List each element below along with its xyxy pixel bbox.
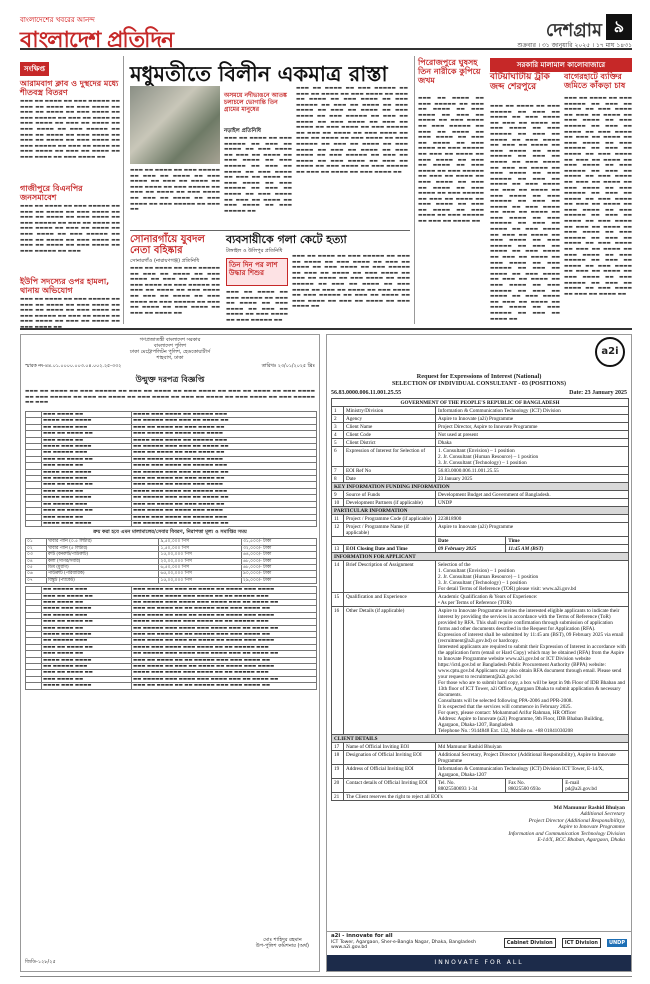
eoi-cell: 56.83.0000.006.11.001.25.55 <box>436 467 629 475</box>
eoi-cell: Project / Programme Name (if applicable) <box>344 523 436 537</box>
eoi-cell: 3 <box>332 423 344 431</box>
tender-terms-table <box>25 411 317 527</box>
eoi-cell <box>332 537 436 545</box>
lead-byline: নড়াইল প্রতিনিধি <box>224 128 261 134</box>
brief-title: আরামবাগ ক্লাব ও দুস্থদের মধ্যে শীতবস্ত্র বিতরণ <box>20 79 119 97</box>
eoi-cell: 13 <box>332 545 344 553</box>
eoi-tel <box>436 779 506 793</box>
eoi-band-row <box>332 735 629 743</box>
eoi-fax-value: 88025500 693o <box>508 785 541 792</box>
tender-term-row: ▬▬▬ ▬▬ ▬▬▬▬ ▬▬ ▬▬▬ ▬▬▬▬ ▬▬ ▬▬▬▬ ▬▬▬ ▬▬▬▬ <box>26 456 317 462</box>
eoi-cell: Not used at present <box>436 431 629 439</box>
eoi-email-value: pd@a2i.gov.bd <box>565 785 597 792</box>
eoi-cell: 18 <box>332 751 344 765</box>
eoi-ref: 56.83.0000.006.11.001.25.55 <box>331 390 402 396</box>
tender-term-row: ▬▬▬▬ ▬▬▬ ▬▬▬▬ ▬▬ ▬▬▬▬▬ ▬▬▬ ▬▬▬ ▬▬ ▬▬▬▬ ▬▬ <box>26 520 317 526</box>
a2i-logo: a2i <box>595 337 625 367</box>
tender-item-item: রুটি (বনরুটি/পাউরুটি) <box>46 552 159 558</box>
eoi-cell: 17 <box>332 743 344 751</box>
tender-items-table <box>25 538 317 584</box>
eoi-footer <box>327 931 631 953</box>
eoi-cell: 11:45 AM (BST) <box>506 545 629 553</box>
right-story1-body: ▬▬▬ ▬▬ ▬▬▬▬ ▬▬ ▬▬▬ ▬▬▬▬▬ ▬▬ ▬▬▬ ▬▬ ▬▬▬▬ ▬▬ ▬▬▬ ▬▬▬▬ ▬▬ ▬▬▬ ▬▬ ▬▬▬▬ ▬▬ ▬▬▬ ▬▬▬▬ ▬▬ ▬▬▬ ▬▬▬▬▬ ▬▬ ▬▬▬ ▬▬ ▬▬▬▬ ▬▬ ▬▬▬ ▬▬▬▬ ▬▬ ▬▬▬ ▬▬ ▬▬▬▬ ▬▬ ▬▬▬ ▬▬▬▬ ▬▬ ▬▬▬ ▬▬▬▬▬ ▬▬ ▬▬▬ ▬▬ ▬▬▬▬ ▬▬ ▬▬▬ ▬▬▬▬ ▬▬ ▬▬▬ ▬▬ ▬▬▬▬ ▬▬ ▬▬▬ ▬▬▬▬ ▬▬ ▬▬▬ ▬▬▬▬▬ ▬▬ ▬▬▬ ▬▬ ▬▬▬▬ ▬▬ ▬▬▬ ▬▬▬▬ ▬▬ ▬▬▬ ▬▬ ▬▬▬▬ ▬▬ ▬▬▬ ▬▬▬▬ ▬▬ ▬▬▬ ▬▬▬▬▬ ▬▬ ▬▬▬ ▬▬ ▬▬▬▬ ▬▬ ▬▬▬ ▬▬▬▬ ▬▬ ▬▬▬ ▬▬ ▬▬▬▬ ▬▬ ▬▬▬ ▬▬▬▬ ▬▬ ▬▬▬ ▬▬▬▬▬ ▬▬ ▬▬▬ ▬▬ ▬▬▬▬ ▬▬ <box>418 96 484 225</box>
tender-term-row: ▬▬▬ ▬▬ ▬▬▬▬ ▬▬ ▬▬▬▬ ▬▬▬ ▬▬▬▬ ▬▬▬ ▬▬▬▬ ▬▬ ▬▬ ▬▬▬▬▬ ▬▬▬ <box>26 619 317 625</box>
eoi-date: Date: 23 January 2025 <box>569 390 627 396</box>
eoi-cell: Client District <box>344 439 436 447</box>
eoi-row <box>332 523 629 537</box>
tender-term-row: ▬▬▬ ▬▬ ▬▬▬▬ ▬▬ ▬▬▬▬ ▬▬▬ ▬▬▬▬ ▬▬▬ ▬▬▬▬ ▬▬ ▬▬ ▬▬▬▬▬ ▬▬▬ <box>26 644 317 650</box>
eoi-advertisement <box>326 334 632 972</box>
eoi-band-row <box>332 553 629 561</box>
eoi-cell: 12 <box>332 523 344 537</box>
tender-term-row: ▬▬▬ ▬▬▬▬ ▬▬ ▬▬ ▬▬▬▬▬ ▬▬▬ ▬▬▬▬ ▬▬▬ ▬▬▬▬ ▬▬▬ ▬▬ ▬▬▬▬ ▬▬ <box>26 625 317 631</box>
eoi-row <box>332 431 629 439</box>
briefs-column <box>20 56 120 324</box>
eoi-cell: 2 <box>332 415 344 423</box>
eoi-cell: Time <box>506 537 629 545</box>
tender-item-item: কলা (সাগর/সবরি) <box>46 558 159 564</box>
column-divider <box>123 56 124 324</box>
eoi-sig-line: E-14/X, BCC Bhaban, Agargaon, Dhaka <box>537 837 625 844</box>
tender-item-sec: ৯০,০০০/- টাকা <box>242 571 317 577</box>
eoi-tel-value: 88025500693 1-34 <box>438 785 478 792</box>
tender-intro: ▬▬▬ ▬▬ ▬▬▬▬ ▬▬ ▬▬▬ ▬▬▬▬▬ ▬▬ ▬▬▬ ▬▬ ▬▬▬▬ ▬▬ ▬▬▬ ▬▬▬▬ ▬▬ ▬▬▬ ▬▬ ▬▬▬▬ ▬▬ ▬▬▬ ▬▬▬▬ ▬▬ ▬▬▬ ▬▬▬▬▬ ▬▬ ▬▬▬ ▬▬ ▬▬▬▬ ▬▬ ▬▬▬ ▬▬▬▬ ▬▬ ▬▬▬ ▬▬ ▬▬▬▬ ▬▬ ▬▬▬ ▬▬▬▬ ▬▬ ▬▬▬ ▬▬▬▬▬ ▬▬ ▬▬▬ <box>25 389 315 406</box>
eoi-cell: 09 February 2025 <box>436 545 506 553</box>
tender-term-row: ▬▬▬▬ ▬▬▬ ▬▬▬▬ ▬▬ ▬▬▬▬▬ ▬▬▬ ▬▬▬ ▬▬ ▬▬▬▬ ▬▬ <box>26 418 317 424</box>
right-story1-headline: পিরোজপুরে ঘুষসহ তিন নারীকে কুপিয়ে জখম <box>418 58 481 85</box>
tender-term-row: ▬▬ ▬▬▬▬▬ ▬▬▬ ▬▬▬ ▬▬ ▬▬▬▬ ▬▬ ▬▬▬ ▬▬▬▬ ▬▬ <box>26 424 317 430</box>
tender-term-row: ▬▬▬ ▬▬▬▬ ▬▬ ▬▬ ▬▬▬▬▬ ▬▬▬ ▬▬▬▬ ▬▬▬ ▬▬▬▬ ▬▬▬ ▬▬ ▬▬▬▬ ▬▬ <box>26 651 317 657</box>
right-story3-body: ▬▬▬ ▬▬ ▬▬▬▬ ▬▬ ▬▬▬ ▬▬▬▬▬ ▬▬ ▬▬▬ ▬▬ ▬▬▬▬ ▬▬ ▬▬▬ ▬▬▬▬ ▬▬ ▬▬▬ ▬▬ ▬▬▬▬ ▬▬ ▬▬▬ ▬▬▬▬ ▬▬ ▬▬▬ ▬▬▬▬▬ ▬▬ ▬▬▬ ▬▬ ▬▬▬▬ ▬▬ ▬▬▬ ▬▬▬▬ ▬▬ ▬▬▬ ▬▬ ▬▬▬▬ ▬▬ ▬▬▬ ▬▬▬▬ ▬▬ ▬▬▬ ▬▬▬▬▬ ▬▬ ▬▬▬ ▬▬ ▬▬▬▬ ▬▬ ▬▬▬ ▬▬▬▬ ▬▬ ▬▬▬ ▬▬ ▬▬▬▬ ▬▬ ▬▬▬ ▬▬▬▬ ▬▬ ▬▬▬ ▬▬▬▬▬ ▬▬ ▬▬▬ ▬▬ ▬▬▬▬ ▬▬ ▬▬▬ ▬▬▬▬ ▬▬ ▬▬▬ ▬▬ ▬▬▬▬ ▬▬ ▬▬▬ ▬▬▬▬ ▬▬ ▬▬▬ ▬▬▬▬▬ ▬▬ ▬▬▬ ▬▬ ▬▬▬▬ ▬▬ ▬▬▬ ▬▬▬▬ ▬▬ ▬▬▬ ▬▬ ▬▬▬▬ ▬▬ ▬▬▬ ▬▬▬▬ ▬▬ ▬▬▬ ▬▬▬▬▬ ▬▬ ▬▬▬ ▬▬ ▬▬▬▬ ▬▬ ▬▬▬ ▬▬▬▬ ▬▬ ▬▬▬ ▬▬ ▬▬▬▬ ▬▬ ▬▬▬ ▬▬▬▬ ▬▬ ▬▬▬ ▬▬▬▬▬ ▬▬ ▬▬▬ ▬▬ ▬▬▬▬ ▬▬ ▬▬▬ ▬▬▬▬ ▬▬ ▬▬▬ ▬▬ ▬▬▬▬ ▬▬ ▬▬▬ ▬▬▬▬ ▬▬ ▬▬▬ ▬▬▬▬▬ ▬▬ ▬▬▬ ▬▬ ▬▬▬▬ ▬▬ ▬▬▬ ▬▬▬▬ ▬▬ ▬▬▬ ▬▬ ▬▬▬▬ ▬▬ ▬▬▬ ▬▬▬▬ ▬▬ ▬▬▬ ▬▬▬▬▬ ▬▬ ▬▬▬ ▬▬ ▬▬▬▬ ▬▬ ▬▬▬ ▬▬▬▬ ▬▬ ▬▬▬ ▬▬ ▬▬▬▬ ▬▬ <box>564 96 632 297</box>
eoi-row <box>332 751 629 765</box>
eoi-cell: EOI Ref No <box>344 467 436 475</box>
eoi-cell: The Client reserves the right to reject all EOI's <box>344 793 629 801</box>
tender-term-row: ▬▬▬▬ ▬▬▬ ▬▬▬▬ ▬▬▬ ▬▬ ▬▬▬▬ ▬▬ ▬▬ ▬▬▬▬▬ ▬▬▬ ▬▬▬ ▬▬▬▬ ▬▬ <box>26 683 317 689</box>
third-pink-box <box>226 258 288 286</box>
eoi-cell: Contact details of Official Inviting EOI <box>344 779 436 793</box>
eoi-cell: 14 <box>332 561 344 593</box>
eoi-cell: Date <box>436 537 506 545</box>
brief-title: ইউপি সদস্যের ওপর হামলা, থানায় অভিযোগ <box>20 277 110 295</box>
pink-box-text: তিন দিন পর লাশ উদ্ধার শিশুর <box>229 261 278 277</box>
lead-body: ▬▬▬ ▬▬ ▬▬▬▬ ▬▬ ▬▬▬ ▬▬▬▬▬ ▬▬ ▬▬▬ ▬▬ ▬▬▬▬ ▬▬ ▬▬▬ ▬▬▬▬ ▬▬ ▬▬▬ ▬▬ ▬▬▬▬ ▬▬ ▬▬▬ ▬▬▬▬ ▬▬ ▬▬▬ ▬▬▬▬▬ ▬▬ ▬▬▬ ▬▬ ▬▬▬▬ ▬▬ ▬▬▬ ▬▬▬▬ ▬▬ ▬▬▬ ▬▬ ▬▬▬▬ ▬▬ ▬▬▬ ▬▬▬▬ ▬▬ ▬▬▬ ▬▬▬▬▬ ▬▬ ▬▬▬ ▬▬ ▬▬▬▬ ▬▬ ▬▬▬ ▬▬▬▬ ▬▬ ▬▬▬ ▬▬ ▬▬▬▬ ▬▬ ▬▬▬ ▬▬▬▬ ▬▬ ▬▬▬ ▬▬▬▬▬ ▬▬ <box>224 136 292 214</box>
tender-terms-table-2 <box>25 586 317 690</box>
eoi-row <box>332 765 629 779</box>
eoi-cell: 21 <box>332 793 344 801</box>
eoi-cell: Project Director, Aspire to Innovate Programme <box>436 423 629 431</box>
tender-term-row: ▬▬▬▬ ▬▬▬ ▬▬▬▬ ▬▬ ▬▬▬▬▬ ▬▬▬ ▬▬▬ ▬▬ ▬▬▬▬ ▬▬ <box>26 444 317 450</box>
eoi-cell: Address of Official Inviting EOI <box>344 765 436 779</box>
tender-term-row: ▬▬▬ ▬▬ ▬▬▬▬ ▬▬ ▬▬▬▬ ▬▬▬ ▬▬▬▬ ▬▬▬ ▬▬▬▬ ▬▬ ▬▬ ▬▬▬▬▬ ▬▬▬ <box>26 593 317 599</box>
eoi-row <box>332 467 629 475</box>
eoi-cell: 11 <box>332 515 344 523</box>
tender-footer-code: জিডি-১২৮/২৫ <box>25 959 56 965</box>
tender-item-sl: ০৩ <box>26 552 47 558</box>
tender-item-sec: ৩১,৫০০/- টাকা <box>242 539 317 545</box>
lead-body: ▬▬▬ ▬▬ ▬▬▬▬ ▬▬ ▬▬▬ ▬▬▬▬▬ ▬▬ ▬▬▬ ▬▬ ▬▬▬▬ ▬▬ ▬▬▬ ▬▬▬▬ ▬▬ ▬▬▬ ▬▬ ▬▬▬▬ ▬▬ ▬▬▬ ▬▬▬▬ ▬▬ ▬▬▬ ▬▬▬▬▬ ▬▬ ▬▬▬ ▬▬ ▬▬▬▬ ▬▬ ▬▬▬ ▬▬▬▬ ▬▬ ▬▬▬ ▬▬ ▬▬▬▬ ▬▬ ▬▬▬ ▬▬▬▬ ▬▬ ▬▬▬ ▬▬▬▬▬ ▬▬ ▬▬▬ ▬▬ <box>130 168 220 213</box>
eoi-email <box>563 779 629 793</box>
lead-headline: মধুমতীতে বিলীন একমাত্র রাস্তা <box>130 61 388 86</box>
page-number: ৯ <box>606 14 632 40</box>
tender-term-row: ▬▬▬▬ ▬▬▬ ▬▬▬▬ ▬▬ ▬▬▬▬▬ ▬▬▬ ▬▬▬ ▬▬ ▬▬▬▬ ▬▬ <box>26 469 317 475</box>
eoi-cell: Date <box>344 475 436 483</box>
eoi-row <box>332 407 629 415</box>
eoi-row <box>332 491 629 499</box>
eoi-cell: Project / Programme Code (if applicable) <box>344 515 436 523</box>
photo-caption-text: অসময়ে নদীভাঙনে আতঙ্ক চলাচলে ভোগান্তি তিন গ্রামের মানুষের <box>224 92 287 113</box>
tender-term-row: ▬▬▬▬ ▬▬▬ ▬▬▬▬ ▬▬▬ ▬▬ ▬▬▬▬ ▬▬ ▬▬ ▬▬▬▬▬ ▬▬▬ ▬▬▬ ▬▬▬▬ ▬▬ <box>26 657 317 663</box>
tender-item-qty: ২০,০০,০০০ পিস <box>159 558 242 564</box>
eoi-cell: Information & Communication Technology (ICT) Division ICT Tower, E-14/X, Agargaon, Dhaka-1207 <box>436 765 629 779</box>
tender-term-row: ▬▬▬▬ ▬▬▬ ▬▬▬▬ ▬▬ ▬▬▬▬▬ ▬▬▬ ▬▬▬ ▬▬ ▬▬▬▬ ▬▬ <box>26 495 317 501</box>
newspaper-logo: বাংলাদেশ প্রতিদিন <box>20 27 174 53</box>
eoi-row <box>332 439 629 447</box>
eoi-sig-name: Md Mamunur Rashid Bhuiyan <box>553 805 625 811</box>
brief-title: গাজীপুরে বিএনপির জনসমাবেশ <box>20 184 83 202</box>
eoi-cell: UNDP <box>436 499 629 507</box>
eoi-cell: 1. Consultant (Envision) – 1 position 2. Jr. Consultant (Human Resource) – 1 position 3. Jr. Consultant (Technology) – 1 position <box>436 447 629 467</box>
right-column-bar: সরকারি মালামাল কালোবাজারে <box>490 58 632 72</box>
tender-item-qty: ১৫,০০,০০০ পিস <box>159 552 242 558</box>
eoi-cell: Other Details (if applicable) <box>344 607 436 735</box>
eoi-cell: Expression of Interest for Selection of <box>344 447 436 467</box>
eoi-cell: 1 <box>332 407 344 415</box>
eoi-cell: Qualification and Experience <box>344 593 436 607</box>
tender-term-row: ▬▬▬ ▬▬ ▬▬▬▬ ▬▬ ▬▬▬ ▬▬▬▬ ▬▬ ▬▬▬▬ ▬▬▬ ▬▬▬▬ <box>26 431 317 437</box>
eoi-signature <box>327 801 631 843</box>
eoi-cell: Development Budget and Government of Bangladesh. <box>436 491 629 499</box>
third-body: ▬▬▬ ▬▬ ▬▬▬▬ ▬▬ ▬▬▬ ▬▬▬▬▬ ▬▬ ▬▬▬ ▬▬ ▬▬▬▬ ▬▬ ▬▬▬ ▬▬▬▬ ▬▬ ▬▬▬ ▬▬ ▬▬▬▬ ▬▬ ▬▬▬ ▬▬▬▬ ▬▬ ▬▬▬ ▬▬▬▬▬ ▬▬ <box>226 290 288 323</box>
eoi-cell: 20 <box>332 779 344 793</box>
tender-item-sl: ০৭ <box>26 577 47 583</box>
eoi-reserve-row <box>332 793 629 801</box>
eoi-cell: Md Mamunur Rashid Bhuiyan <box>436 743 629 751</box>
tender-item-item: ডিম (মুরগি) <box>46 564 159 570</box>
column-divider <box>414 56 415 324</box>
eoi-band-row <box>332 483 629 491</box>
eoi-email-label: E-mail <box>565 779 580 786</box>
eoi-contact-row <box>332 779 629 793</box>
tender-term-row: ▬▬▬▬ ▬▬▬ ▬▬▬▬ ▬▬▬ ▬▬ ▬▬▬▬ ▬▬ ▬▬ ▬▬▬▬▬ ▬▬▬ ▬▬▬ ▬▬▬▬ ▬▬ <box>26 606 317 612</box>
eoi-cell: 8 <box>332 475 344 483</box>
tender-item-item: বিস্কুট (প্যাকেট) <box>46 577 159 583</box>
third-byline: টাঙ্গাইল ও উলিপুর প্রতিনিধি <box>226 248 283 254</box>
eoi-cell: Academic Qualification & Years of Experience: • As per Terms of Reference (TOR) <box>436 593 629 607</box>
eoi-cell: 6 <box>332 447 344 467</box>
eoi-footer-strip: INNOVATE FOR ALL <box>327 955 631 971</box>
eoi-band-row <box>332 507 629 515</box>
tender-sig-title: উপ-পুলিশ কমিশনার (অর্থ) <box>255 943 309 949</box>
eoi-cell: Agency <box>344 415 436 423</box>
tender-item-item: পাউরুটি (পরিবারিক) <box>46 571 159 577</box>
eoi-cell: 5 <box>332 439 344 447</box>
eoi-row <box>332 515 629 523</box>
right-story2-body: ▬▬▬ ▬▬ ▬▬▬▬ ▬▬ ▬▬▬ ▬▬▬▬▬ ▬▬ ▬▬▬ ▬▬ ▬▬▬▬ ▬▬ ▬▬▬ ▬▬▬▬ ▬▬ ▬▬▬ ▬▬ ▬▬▬▬ ▬▬ ▬▬▬ ▬▬▬▬ ▬▬ ▬▬▬ ▬▬▬▬▬ ▬▬ ▬▬▬ ▬▬ ▬▬▬▬ ▬▬ ▬▬▬ ▬▬▬▬ ▬▬ ▬▬▬ ▬▬ ▬▬▬▬ ▬▬ ▬▬▬ ▬▬▬▬ ▬▬ ▬▬▬ ▬▬▬▬▬ ▬▬ ▬▬▬ ▬▬ ▬▬▬▬ ▬▬ ▬▬▬ ▬▬▬▬ ▬▬ ▬▬▬ ▬▬ ▬▬▬▬ ▬▬ ▬▬▬ ▬▬▬▬ ▬▬ ▬▬▬ ▬▬▬▬▬ ▬▬ ▬▬▬ ▬▬ ▬▬▬▬ ▬▬ ▬▬▬ ▬▬▬▬ ▬▬ ▬▬▬ ▬▬ ▬▬▬▬ ▬▬ ▬▬▬ ▬▬▬▬ ▬▬ ▬▬▬ ▬▬▬▬▬ ▬▬ ▬▬▬ ▬▬ ▬▬▬▬ ▬▬ ▬▬▬ ▬▬▬▬ ▬▬ ▬▬▬ ▬▬ ▬▬▬▬ ▬▬ ▬▬▬ ▬▬▬▬ ▬▬ ▬▬▬ ▬▬▬▬▬ ▬▬ ▬▬▬ ▬▬ ▬▬▬▬ ▬▬ ▬▬▬ ▬▬▬▬ ▬▬ ▬▬▬ ▬▬ ▬▬▬▬ ▬▬ ▬▬▬ ▬▬▬▬ ▬▬ ▬▬▬ ▬▬▬▬▬ ▬▬ ▬▬▬ ▬▬ ▬▬▬▬ ▬▬ ▬▬▬ ▬▬▬▬ ▬▬ ▬▬▬ ▬▬ ▬▬▬▬ ▬▬ ▬▬▬ ▬▬▬▬ ▬▬ ▬▬▬ ▬▬▬▬▬ ▬▬ ▬▬▬ ▬▬ ▬▬▬▬ ▬▬ ▬▬▬ ▬▬▬▬ ▬▬ ▬▬▬ ▬▬ ▬▬▬▬ ▬▬ ▬▬▬ ▬▬▬▬ ▬▬ ▬▬▬ ▬▬▬▬▬ ▬▬ ▬▬▬ ▬▬ ▬▬▬▬ ▬▬ ▬▬▬ ▬▬▬▬ ▬▬ ▬▬▬ ▬▬ ▬▬▬▬ ▬▬ ▬▬▬ ▬▬▬▬ ▬▬ ▬▬▬ ▬▬▬▬▬ ▬▬ ▬▬▬ ▬▬ ▬▬▬▬ ▬▬ <box>490 104 560 322</box>
tender-header-line: ঢাকা মেট্রোপলিটন পুলিশ, হেডকোয়ার্টার্স <box>129 349 211 355</box>
tender-item-qty: ৬,৫০,০০০ পিস <box>159 564 242 570</box>
eoi-cell: 15 <box>332 593 344 607</box>
tender-term-row: ▬▬▬ ▬▬▬▬ ▬▬ ▬▬▬▬ ▬▬▬ ▬▬▬▬ ▬▬ ▬▬▬▬▬ ▬▬▬ <box>26 412 317 418</box>
dateline: শুক্রবার । ৩১ জানুয়ারি ২০২৫ । ১৭ মাঘ ১৪৩১ <box>517 42 632 49</box>
ad-section-divider <box>20 328 632 330</box>
tender-item-sec: ৬৪,০০০/- টাকা <box>242 552 317 558</box>
tender-item-sl: ০৫ <box>26 564 47 570</box>
ict-division-logo: ICT Division <box>562 938 601 948</box>
eoi-cell: Client Code <box>344 431 436 439</box>
tender-header-line: শাহবাগ, ঢাকা <box>156 355 184 361</box>
undp-logo: UNDP <box>608 939 625 946</box>
briefs-bar: সংক্ষিপ্ত <box>20 62 49 76</box>
tender-date: তারিখঃ ২৩/০১/২০২৫ খ্রিঃ <box>261 364 315 369</box>
eoi-cell: 16 <box>332 607 344 735</box>
eoi-fax <box>506 779 563 793</box>
eoi-cell: 23 January 2025 <box>436 475 629 483</box>
tender-term-row: ▬▬▬ ▬▬ ▬▬▬▬ ▬▬ ▬▬▬ ▬▬▬▬ ▬▬ ▬▬▬▬ ▬▬▬ ▬▬▬▬ <box>26 482 317 488</box>
tender-term-row: ▬▬▬ ▬▬▬▬ ▬▬ ▬▬ ▬▬▬▬▬ ▬▬▬ ▬▬▬▬ ▬▬▬ ▬▬▬▬ ▬▬▬ ▬▬ ▬▬▬▬ ▬▬ <box>26 676 317 682</box>
eoi-sig-line: Project Director (Additional Responsibility), <box>528 817 625 824</box>
second-headline: সোনারগাঁয়ে যুবদল নেতা বহিষ্কার <box>130 234 205 256</box>
tender-term-row: ▬▬▬▬ ▬▬▬ ▬▬▬▬ ▬▬▬ ▬▬ ▬▬▬▬ ▬▬ ▬▬ ▬▬▬▬▬ ▬▬▬ ▬▬▬ ▬▬▬▬ ▬▬ <box>26 632 317 638</box>
eoi-row <box>332 743 629 751</box>
eoi-cell: Information & Communication Technology (ICT) Division <box>436 407 629 415</box>
tender-item-sl: ০৪ <box>26 558 47 564</box>
tender-term-row: ▬▬▬ ▬▬ ▬▬▬▬ ▬▬ ▬▬▬▬ ▬▬▬ ▬▬▬▬ ▬▬▬ ▬▬▬▬ ▬▬ ▬▬ ▬▬▬▬▬ ▬▬▬ <box>26 670 317 676</box>
eoi-sig-line: Aspire to Innovate Programme <box>558 824 625 831</box>
tender-sig-name: মোঃ শাহিদুর রহমান <box>263 937 302 943</box>
brief-body: ▬▬▬ ▬▬ ▬▬▬▬ ▬▬ ▬▬▬ ▬▬▬▬▬ ▬▬ ▬▬▬ ▬▬ ▬▬▬▬ ▬▬ ▬▬▬ ▬▬▬▬ ▬▬ ▬▬▬ ▬▬ ▬▬▬▬ ▬▬ ▬▬▬ ▬▬▬▬ ▬▬ ▬▬▬ ▬▬▬▬▬ ▬▬ ▬▬▬ ▬▬ ▬▬▬▬ ▬▬ ▬▬▬ ▬▬▬▬ ▬▬ ▬▬▬ ▬▬ ▬▬▬▬ ▬▬ ▬▬▬ ▬▬▬▬ ▬▬ ▬▬▬ ▬▬▬▬▬ ▬▬ ▬▬▬ ▬▬ ▬▬▬▬ ▬▬ ▬▬▬ ▬▬▬▬ ▬▬ ▬▬▬ ▬▬ ▬▬▬▬ ▬▬ ▬▬▬ ▬▬▬▬ ▬▬ ▬▬▬ ▬▬▬▬▬ ▬▬ ▬▬▬ <box>20 204 120 254</box>
tender-header-line: গণপ্রজাতন্ত্রী বাংলাদেশ সরকার <box>139 337 201 343</box>
tender-term-row: ▬▬▬ ▬▬▬▬ ▬▬ ▬▬▬▬ ▬▬▬ ▬▬▬▬ ▬▬ ▬▬▬▬▬ ▬▬▬ <box>26 463 317 469</box>
tender-item-sec: ৩২,০০০/- টাকা <box>242 545 317 551</box>
eoi-sig-line: Additional Secretary <box>580 811 625 818</box>
eoi-cell: Source of Funds <box>344 491 436 499</box>
eoi-cell: EOI Closing Date and Time <box>344 545 436 553</box>
eoi-subtitle: SELECTION OF INDIVIDUAL CONSULTANT - 03 (POSITIONS) <box>391 381 567 387</box>
tender-item-sec: ২৯,০০০/- টাকা <box>242 577 317 583</box>
eoi-cell: Designation of Official Inviting EOI <box>344 751 436 765</box>
eoi-row <box>332 561 629 593</box>
tender-item-qty: ১,৫০,০০০ পিস <box>159 545 242 551</box>
bottom-rule <box>20 976 632 977</box>
tender-item-sec: ৬৮,০০০/- টাকা <box>242 564 317 570</box>
eoi-title: Request for Expressions of Interest (National) <box>416 373 542 380</box>
tender-table-title: ক্রয় করা হবে এমন মালামালের/সেবার বিবরণ, নিরাপত্তা মূল্য ও সমাপ্তির সময় <box>93 529 247 536</box>
lead-body: ▬▬▬ ▬▬ ▬▬▬▬ ▬▬ ▬▬▬ ▬▬▬▬▬ ▬▬ ▬▬▬ ▬▬ ▬▬▬▬ ▬▬ ▬▬▬ ▬▬▬▬ ▬▬ ▬▬▬ ▬▬ ▬▬▬▬ ▬▬ ▬▬▬ ▬▬▬▬ ▬▬ ▬▬▬ ▬▬▬▬▬ ▬▬ ▬▬▬ ▬▬ ▬▬▬▬ ▬▬ ▬▬▬ ▬▬▬▬ ▬▬ ▬▬▬ ▬▬ ▬▬▬▬ ▬▬ ▬▬▬ ▬▬▬▬ ▬▬ ▬▬▬ ▬▬▬▬▬ ▬▬ ▬▬▬ ▬▬ ▬▬▬▬ ▬▬ ▬▬▬ ▬▬▬▬ ▬▬ ▬▬▬ ▬▬ ▬▬▬▬ ▬▬ ▬▬▬ ▬▬▬▬ ▬▬ ▬▬▬ ▬▬▬▬▬ ▬▬ ▬▬▬ ▬▬ ▬▬▬▬ ▬▬ ▬▬▬ ▬▬▬▬ ▬▬ ▬▬▬ ▬▬ ▬▬▬▬ ▬▬ ▬▬▬ ▬▬▬▬ ▬▬ ▬▬▬ ▬▬▬▬▬ ▬▬ ▬▬▬ ▬▬ ▬▬▬▬ ▬▬ ▬▬▬ ▬▬▬▬ ▬▬ ▬▬▬ ▬▬ ▬▬▬▬ ▬▬ ▬▬▬ ▬▬▬▬ ▬▬ ▬▬▬ ▬▬▬▬▬ ▬▬ ▬▬▬ ▬▬ ▬▬▬▬ ▬▬ ▬▬▬ ▬▬▬▬ ▬▬ ▬▬▬ ▬▬ ▬▬▬▬ ▬▬ ▬▬▬ ▬▬▬▬ ▬▬ ▬▬▬ ▬▬▬▬▬ ▬▬ ▬▬▬ ▬▬ ▬▬▬▬ ▬▬ ▬▬▬ ▬▬▬▬ ▬▬ <box>296 86 408 175</box>
eoi-cell: 7 <box>332 467 344 475</box>
brief-body: ▬▬▬ ▬▬ ▬▬▬▬ ▬▬ ▬▬▬ ▬▬▬▬▬ ▬▬ ▬▬▬ ▬▬ ▬▬▬▬ ▬▬ ▬▬▬ ▬▬▬▬ ▬▬ ▬▬▬ ▬▬ ▬▬▬▬ ▬▬ ▬▬▬ ▬▬▬▬ ▬▬ ▬▬▬ ▬▬▬▬▬ ▬▬ ▬▬▬ ▬▬ ▬▬▬▬ ▬▬ ▬▬▬ ▬▬▬▬ ▬▬ ▬▬▬ ▬▬ ▬▬▬▬ ▬▬ ▬▬▬ ▬▬▬▬ ▬▬ ▬▬▬ ▬▬▬▬▬ ▬▬ ▬▬▬ ▬▬ ▬▬▬▬ ▬▬ ▬▬▬ ▬▬▬▬ ▬▬ ▬▬▬ ▬▬ ▬▬▬▬ ▬▬ ▬▬▬ ▬▬▬▬ ▬▬ ▬▬▬ ▬▬▬▬▬ ▬▬ ▬▬▬ ▬▬ ▬▬▬▬ ▬▬ ▬▬▬ ▬▬▬▬ ▬▬ ▬▬▬ ▬▬ ▬▬▬▬ ▬▬ ▬▬▬ ▬▬▬▬ ▬▬ ▬▬▬ ▬▬▬▬ ▬▬ <box>20 99 120 160</box>
tender-term-row: ▬▬▬ ▬▬▬▬ ▬▬ ▬▬▬▬ ▬▬▬ ▬▬▬▬ ▬▬ ▬▬▬▬▬ ▬▬▬ <box>26 437 317 443</box>
cabinet-division-logo: Cabinet Division <box>504 938 556 948</box>
tender-notice <box>20 334 320 972</box>
logo-tagline: বাংলাদেশের খবরের আনন্দ <box>20 16 95 24</box>
eoi-cell: Aspire to Innovate (a2i) Programme <box>436 523 629 537</box>
tender-term-row: ▬▬ ▬▬▬▬▬ ▬▬▬ ▬▬▬ ▬▬▬▬ ▬▬ ▬▬▬ ▬▬ ▬▬▬▬ ▬▬ ▬▬▬▬ ▬▬▬ ▬▬▬▬ <box>26 638 317 644</box>
tender-item-qty: ৬৫,০০,০০০ পিস <box>159 571 242 577</box>
eoi-cell: Development Partners (if applicable) <box>344 499 436 507</box>
tender-item-qty: ১৫,০০,০০০ পিস <box>159 577 242 583</box>
tender-term-row: ▬▬ ▬▬▬▬▬ ▬▬▬ ▬▬▬ ▬▬▬▬ ▬▬ ▬▬▬ ▬▬ ▬▬▬▬ ▬▬ ▬▬▬▬ ▬▬▬ ▬▬▬▬ <box>26 612 317 618</box>
eoi-sig-line: Information and Communication Technology Division <box>508 830 625 837</box>
tender-title: উন্মুক্ত দরপত্র বিজ্ঞপ্তি <box>135 375 205 384</box>
tender-memo: স্মারক নং-৪৪.০১.০০০০.০০৩.০৪.০০২.২৫-৩৩২ <box>25 364 122 369</box>
brief-body: ▬▬▬ ▬▬ ▬▬▬▬ ▬▬ ▬▬▬ ▬▬▬▬▬ ▬▬ ▬▬▬ ▬▬ ▬▬▬▬ ▬▬ ▬▬▬ ▬▬▬▬ ▬▬ ▬▬▬ ▬▬ ▬▬▬▬ ▬▬ ▬▬▬ ▬▬▬▬ ▬▬ ▬▬▬ ▬▬▬▬▬ ▬▬ ▬▬▬ ▬▬ ▬▬▬▬ ▬▬ ▬▬▬ ▬▬▬▬ ▬▬ ▬▬▬ ▬▬ ▬▬▬▬ ▬▬ <box>20 297 120 325</box>
eoi-fax-label: Fax No. <box>508 779 525 786</box>
divider <box>130 230 410 231</box>
tender-item-sl: ০২ <box>26 545 47 551</box>
eoi-cell: Name of Official Inviting EOI <box>344 743 436 751</box>
photo-caption <box>224 92 292 113</box>
tender-term-row: ▬▬ ▬▬▬▬▬ ▬▬▬ ▬▬▬ ▬▬ ▬▬▬▬ ▬▬ ▬▬▬ ▬▬▬▬ ▬▬ <box>26 476 317 482</box>
tender-term-row: ▬▬ ▬▬▬▬▬ ▬▬▬ ▬▬▬ ▬▬▬▬ ▬▬ ▬▬▬ ▬▬ ▬▬▬▬ ▬▬ ▬▬▬▬ ▬▬▬ ▬▬▬▬ <box>26 664 317 670</box>
eoi-footer-contact: ICT Tower, Agargaon, Sher-e-Bangla Nagar, Dhaka, Bangladesh www.a2i.gov.bd <box>331 939 476 951</box>
eoi-row <box>332 447 629 467</box>
tender-item-qty: ৯,৫০,০০০ পিস <box>159 539 242 545</box>
eoi-cell: Dhaka <box>436 439 629 447</box>
tender-header-line: বাংলাদেশ পুলিশ <box>153 343 187 349</box>
tender-item-row <box>26 577 317 583</box>
eoi-cell: Selection of the 1. Consultant (Envision) – 1 position 2. Jr. Consultant (Human Resource) – 1 position 3. Jr. Consultant (Technology) – 1 position For detail Terms of Reference (TOR) please visit: www.a2i.gov.bd <box>436 561 629 593</box>
tender-term-row: ▬▬ ▬▬▬▬▬ ▬▬▬ ▬▬▬ ▬▬ ▬▬▬▬ ▬▬ ▬▬▬ ▬▬▬▬ ▬▬ <box>26 501 317 507</box>
eoi-cell: 10 <box>332 499 344 507</box>
eoi-band: KEY INFORMATION FUNDING INFORMATION <box>332 483 629 491</box>
eoi-cell: 9 <box>332 491 344 499</box>
second-byline: সোনারগাঁও (নারায়ণগঞ্জ) প্রতিনিধি <box>130 258 200 264</box>
tender-item-sec: ৬৮,০০০/- টাকা <box>242 558 317 564</box>
eoi-cell: Client Name <box>344 423 436 431</box>
tender-term-row: ▬▬ ▬▬▬▬▬ ▬▬▬ ▬▬▬ ▬▬ ▬▬▬▬ ▬▬ ▬▬▬ ▬▬▬▬ ▬▬ <box>26 450 317 456</box>
eoi-row <box>332 607 629 735</box>
tender-term-row: ▬▬ ▬▬▬▬▬ ▬▬▬ ▬▬▬ ▬▬▬▬ ▬▬ ▬▬▬ ▬▬ ▬▬▬▬ ▬▬ ▬▬▬▬ ▬▬▬ ▬▬▬▬ <box>26 587 317 593</box>
tender-term-row: ▬▬▬ ▬▬ ▬▬▬▬ ▬▬ ▬▬▬ ▬▬▬▬ ▬▬ ▬▬▬▬ ▬▬▬ ▬▬▬▬ <box>26 508 317 514</box>
eoi-cell: Brief Description of Assignment <box>344 561 436 593</box>
tender-term-row: ▬▬▬ ▬▬▬▬ ▬▬ ▬▬▬▬ ▬▬▬ ▬▬▬▬ ▬▬ ▬▬▬▬▬ ▬▬▬ <box>26 488 317 494</box>
eoi-row <box>332 415 629 423</box>
eoi-heading-row <box>332 399 629 407</box>
right-story2-headline: বটিয়াঘাটায় ট্রাক জব্দ শেরপুরে <box>490 72 550 92</box>
eoi-gov-heading: GOVERNMENT OF THE PEOPLE'S REPUBLIC OF BANGLADESH <box>332 399 629 407</box>
eoi-cell: 223818900 <box>436 515 629 523</box>
eoi-band: PARTICULAR INFORMATION <box>332 507 629 515</box>
eoi-cell: Aspire to Innovate (a2i) Programme <box>436 415 629 423</box>
eoi-row <box>332 423 629 431</box>
masthead <box>20 14 632 53</box>
eoi-row <box>332 499 629 507</box>
eoi-cell: Aspire to Innovate Programme invites the interested eligible applicants to indicate their interest by providing the services in accordance with the Terms of Reference (ToR) provided by RFA. This shall require confirmation through submission of application forms and other documents described in the Request for Application (RFA). Expression of interest shall be submitted by 11:45 am (BST), 09 February 2025 via email (recruitment@a2i.gov.bd) or hardcopy. Interested applicants are required to submit their Expression of Interest in accordance with the application form (email or Hard Copy) which may be obtained (RFA) from the Aspire to Innovate Programme website www.a2i.gov.bd or ICT Division website https://ictd.gov.bd or Bangladesh Public Procurement Authority (BPPA) website: www.cptu.gov.bd Applicants may also obtain RFA document through email. Please send your request to recruitment@a2i.gov.bd For those who are to submit hard copy, a box will be kept in 9th Floor of IDB Bhaban and 13th floor of ICT Tower, a2i Office, Agargaon Dhaka to submit application & necessary documents. Consultants will be selected following PPA-2006 and PPR-2008. It is expected that the services will commence in February 2025. For query, please contact: Mohammad Arifur Rahman, HR Officer Address: Aspire to Innovate (a2i) Programme, 9th Floor, IDB Bhaban Building, Agargaon, Dhaka-1207, Bangladesh Telephone No.: 9144848 Ext. 132, Mobile no. +88 01841030208 <box>436 607 629 735</box>
eoi-cell: Ministry/Division <box>344 407 436 415</box>
third-headline: ব্যবসায়ীকে গলা কেটে হত্যা <box>226 233 347 246</box>
eoi-footer-brand: a2i - innovate for all <box>331 933 393 940</box>
eoi-row <box>332 475 629 483</box>
tender-term-row: ▬▬▬ ▬▬▬▬ ▬▬ ▬▬▬▬ ▬▬▬ ▬▬▬▬ ▬▬ ▬▬▬▬▬ ▬▬▬ <box>26 514 317 520</box>
eoi-closing-row <box>332 545 629 553</box>
eoi-band: CLIENT DETAILS <box>332 735 629 743</box>
eoi-row <box>332 593 629 607</box>
tender-item-sl: ০৬ <box>26 571 47 577</box>
lead-photo <box>130 86 220 164</box>
tender-signature <box>256 937 309 949</box>
tender-item-sl: ০১ <box>26 539 47 545</box>
eoi-tel-label: Tel. No. <box>438 779 455 786</box>
right-story3-headline: বাগেরহাটে ব্যক্তির জমিতে কাঁকড়া চাষ <box>564 72 626 90</box>
eoi-cell: 4 <box>332 431 344 439</box>
section-name: দেশগ্রাম <box>545 20 602 41</box>
eoi-date-head-row <box>332 537 629 545</box>
tender-item-item: খাবার পানি (৫ লিটার) <box>46 545 159 551</box>
eoi-cell: 19 <box>332 765 344 779</box>
tender-term-row: ▬▬▬ ▬▬▬▬ ▬▬ ▬▬ ▬▬▬▬▬ ▬▬▬ ▬▬▬▬ ▬▬▬ ▬▬▬▬ ▬▬▬ ▬▬ ▬▬▬▬ ▬▬ <box>26 599 317 605</box>
eoi-band: INFORMATION FOR APPLICANT <box>332 553 629 561</box>
third-body: ▬▬▬ ▬▬ ▬▬▬▬ ▬▬ ▬▬▬ ▬▬▬▬▬ ▬▬ ▬▬▬ ▬▬ ▬▬▬▬ ▬▬ ▬▬▬ ▬▬▬▬ ▬▬ ▬▬▬ ▬▬ ▬▬▬▬ ▬▬ ▬▬▬ ▬▬▬▬ ▬▬ ▬▬▬ ▬▬▬▬▬ ▬▬ ▬▬▬ ▬▬ ▬▬▬▬ ▬▬ ▬▬▬ ▬▬▬▬ ▬▬ ▬▬▬ ▬▬ ▬▬▬▬ ▬▬ ▬▬▬ ▬▬▬▬ ▬▬ ▬▬▬ ▬▬▬▬▬ ▬▬ ▬▬▬ ▬▬ ▬▬▬▬ ▬▬ ▬▬▬ ▬▬▬▬ ▬▬ ▬▬▬ ▬▬ ▬▬▬▬ ▬▬ ▬▬▬ ▬▬▬▬ ▬▬ ▬▬▬ ▬▬▬▬▬ ▬▬ ▬▬▬ ▬▬ ▬▬▬▬ ▬▬ ▬▬▬ ▬▬▬▬ ▬▬ ▬▬▬ ▬▬ ▬▬▬▬ ▬▬ ▬▬▬ ▬▬▬▬ ▬▬ <box>292 254 410 310</box>
tender-item-item: খাবার পানি (০.৫ লিটার) <box>46 539 159 545</box>
eoi-table <box>331 398 629 801</box>
second-body: ▬▬▬ ▬▬ ▬▬▬▬ ▬▬ ▬▬▬ ▬▬▬▬▬ ▬▬ ▬▬▬ ▬▬ ▬▬▬▬ ▬▬ ▬▬▬ ▬▬▬▬ ▬▬ ▬▬▬ ▬▬ ▬▬▬▬ ▬▬ ▬▬▬ ▬▬▬▬ ▬▬ ▬▬▬ ▬▬▬▬▬ ▬▬ ▬▬▬ ▬▬ ▬▬▬▬ ▬▬ ▬▬▬ ▬▬▬▬ ▬▬ ▬▬▬ ▬▬ ▬▬▬▬ ▬▬ ▬▬▬ ▬▬▬▬ ▬▬ ▬▬▬ ▬▬▬▬▬ ▬▬ ▬▬▬ ▬▬ ▬▬▬▬ ▬▬ ▬▬▬ ▬▬▬▬ ▬▬ ▬▬▬ ▬▬ ▬▬▬▬ ▬▬ <box>130 266 220 316</box>
eoi-cell: Additional Secretary, Project Director (Additional Responsibility), Aspire to Innovate Programme <box>436 751 629 765</box>
